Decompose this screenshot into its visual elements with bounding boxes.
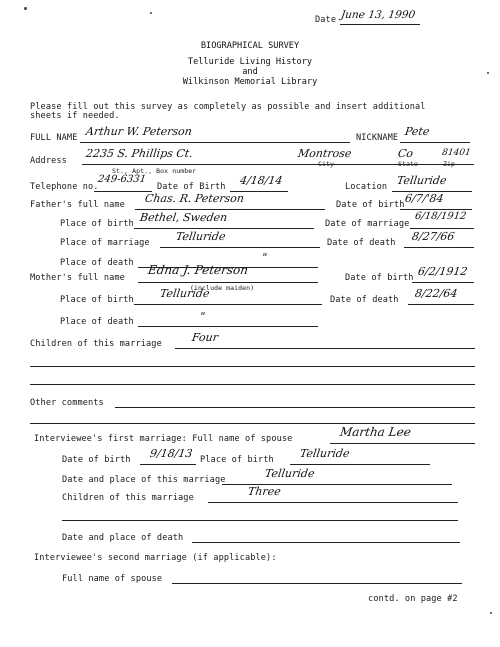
father-name-value: Chas. R. Peterson — [144, 192, 245, 205]
location-value: Telluride — [396, 174, 448, 187]
mother-pod-label: Place of death — [60, 317, 134, 327]
marriage-date-label: Date of marriage — [325, 219, 410, 229]
place-of-marriage-value: Telluride — [175, 230, 227, 243]
other-comments-label: Other comments — [30, 398, 104, 408]
scan-speck — [490, 612, 492, 614]
address-street-value: 2235 S. Phillips Ct. — [85, 147, 194, 160]
nickname-label: NICKNAME — [356, 133, 399, 143]
address-city-hint: City — [318, 160, 335, 168]
include-maiden-note: (include maiden) — [190, 284, 255, 292]
date-underline — [340, 24, 420, 25]
spouse2-name-line — [172, 583, 462, 584]
telephone-label: Telephone no. — [30, 182, 99, 192]
date-value: June 13, 1990 — [340, 9, 416, 21]
first-marriage-label: Interviewee's first marriage: Full name of spouse — [34, 434, 293, 444]
spouse-pob-value: Telluride — [299, 447, 351, 460]
full-name-label: FULL NAME — [30, 133, 78, 143]
father-dod-value: 8/27/66 — [411, 230, 456, 243]
other-comments-line-2 — [30, 423, 475, 424]
address-state-hint: State — [398, 160, 419, 168]
father-name-line — [135, 209, 325, 210]
spouse-pob-label: Place of birth — [200, 455, 274, 465]
scan-speck — [24, 7, 27, 10]
address-state-value: Co — [397, 147, 414, 160]
address-street-hint: St., Apt., Box number — [112, 167, 197, 175]
place-of-marriage-line — [160, 247, 320, 248]
form-subtitle-1: Telluride Living History — [187, 57, 313, 67]
address-label: Address — [30, 156, 67, 166]
marriage-children-label: Children of this marriage — [62, 493, 194, 503]
mother-pob-label: Place of birth — [60, 295, 134, 305]
mother-pod-line — [138, 326, 318, 327]
spouse-name-value: Martha Lee — [339, 425, 412, 439]
spouse-dob-label: Date of birth — [62, 455, 131, 465]
nickname-line — [400, 142, 470, 143]
spouse-dob-value: 9/18/13 — [149, 447, 194, 460]
death-place-line — [192, 542, 460, 543]
marriage-children-line-2 — [62, 520, 458, 521]
mother-dob-line — [412, 282, 474, 283]
telephone-value: 249-6331 — [97, 174, 147, 185]
father-dob-line — [400, 209, 472, 210]
father-pob-line — [134, 228, 314, 229]
spouse-name-line — [330, 443, 475, 444]
full-name-line — [80, 142, 350, 143]
father-dob-value: 6/7/'84 — [404, 192, 445, 205]
form-title: BIOGRAPHICAL SURVEY — [200, 41, 300, 51]
mother-pob-line — [134, 304, 322, 305]
place-of-marriage-label: Place of marriage — [60, 238, 150, 248]
instructions-line-2: sheets if needed. — [30, 111, 120, 121]
mother-dod-label: Date of death — [330, 295, 399, 305]
scan-speck — [487, 72, 489, 74]
father-dob-label: Date of birth — [336, 200, 405, 210]
death-place-label: Date and place of death — [62, 533, 184, 543]
mother-dob-label: Date of birth — [345, 273, 414, 283]
marriage-children-value: Three — [247, 485, 282, 498]
scan-speck — [150, 12, 152, 14]
father-pod-label: Place of death — [60, 258, 134, 268]
form-subtitle-3: Wilkinson Memorial Library — [182, 77, 318, 87]
address-zip-value: 81401 — [441, 148, 472, 158]
full-name-value: Arthur W. Peterson — [85, 125, 193, 138]
mother-name-line — [138, 282, 318, 283]
other-comments-line — [115, 407, 475, 408]
form-subtitle-2: and — [242, 67, 258, 77]
marriage-place-value: Telluride — [264, 467, 316, 480]
mother-pob-value: Telluride — [159, 287, 211, 300]
dob-value: 4/18/14 — [239, 174, 284, 187]
children-value: Four — [191, 331, 219, 344]
mother-pod-value: " — [199, 310, 206, 323]
spouse-pob-line — [290, 464, 430, 465]
father-dod-label: Date of death — [327, 238, 396, 248]
father-name-label: Father's full name — [30, 200, 125, 210]
children-line-3 — [30, 384, 475, 385]
marriage-date-value: 6/18/1912 — [414, 211, 468, 222]
marriage-place-label: Date and place of this marriage — [62, 475, 226, 485]
father-pob-label: Place of birth — [60, 219, 134, 229]
spouse-dob-line — [140, 464, 196, 465]
father-pod-value: " — [261, 251, 268, 264]
father-dod-line — [404, 247, 474, 248]
father-pob-value: Bethel, Sweden — [139, 211, 229, 224]
mother-dob-value: 6/2/1912 — [417, 265, 469, 278]
marriage-date-line — [410, 228, 474, 229]
instructions-line-1: Please fill out this survey as completely as possible and insert additional — [30, 102, 426, 112]
children-line-2 — [30, 366, 475, 367]
dob-label: Date of Birth — [157, 182, 226, 192]
mother-dod-line — [408, 304, 474, 305]
children-label: Children of this marriage — [30, 339, 162, 349]
children-line — [175, 348, 475, 349]
continued-note: contd. on page #2 — [368, 594, 458, 604]
telephone-line — [94, 191, 152, 192]
mother-name-label: Mother's full name — [30, 273, 125, 283]
address-zip-hint: Zip — [443, 160, 456, 168]
mother-dod-value: 8/22/64 — [414, 287, 459, 300]
second-marriage-label: Interviewee's second marriage (if applicable): — [34, 553, 277, 563]
date-label: Date — [315, 15, 337, 25]
nickname-value: Pete — [404, 125, 431, 138]
address-city-value: Montrose — [297, 147, 353, 160]
mother-name-value: Edna J. Peterson — [147, 263, 250, 277]
spouse2-name-label: Full name of spouse — [62, 574, 163, 584]
marriage-children-line — [208, 502, 458, 503]
location-label: Location — [345, 182, 388, 192]
